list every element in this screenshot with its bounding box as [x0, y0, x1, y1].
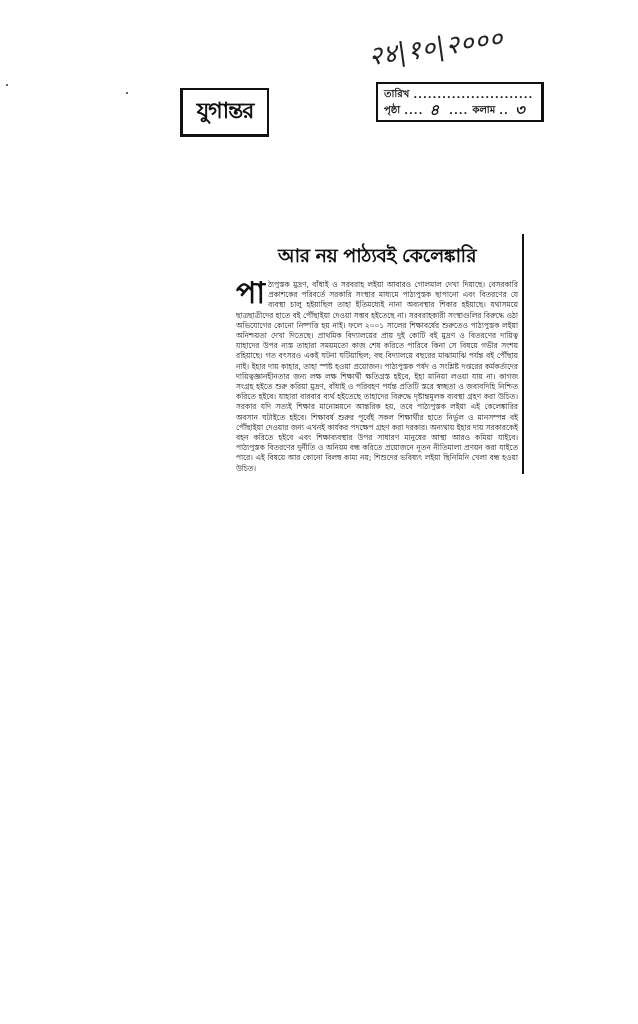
newspaper-masthead — [180, 88, 269, 137]
article-dropcap: পা — [236, 276, 266, 311]
stamp-page-fill: .... — [404, 105, 424, 117]
article-headline: আর নয় পাঠ্যবই কেলেঙ্কারি — [277, 245, 477, 267]
stamp-page-fill-2: .... — [449, 105, 469, 117]
stamp-page-value: ৪ — [429, 100, 440, 119]
handwritten-date: २४|१०|२००० — [366, 23, 506, 73]
article-body — [236, 276, 518, 474]
scan-speck — [6, 84, 8, 86]
editorial-article — [236, 234, 524, 474]
stamp-date-label: তারিখ — [384, 88, 410, 100]
stamp-date-fill: ......................... — [413, 89, 534, 101]
clipping-stamp — [376, 82, 544, 122]
article-body-text: ঠ্যপুস্তক মুদ্রণ, বাঁধাই ও সরবরাহ লইয়া আবারও গোলমাল দেখা দিয়াছে। বেসরকারি প্রকাশকের পরিবর্তে সরকারি সংস্থার মাধ্যমে পাঠ্যপুস্তক ছাপানো এবং বিতরণের যে ব্যবস্থা চালু হইয়াছিল তাহা ইতিমধ্যেই নানা অব্যবস্থার শিকার হইয়াছে। যথাসময়ে ছাত্রছাত্রীদের হাতে বই পৌঁছাইয়া দেওয়া সম্ভব হইতেছে না। সরবরাহকারী সংস্থাগুলির বিরুদ্ধে ওঠা অভিযোগের কোনো নিষ্পত্তি হয় নাই। ফলে ২০০১ সালের শিক্ষাবর্ষের শুরুতেও পাঠ্যপুস্তক লইয়া অনিশ্চয়তা দেখা দিতেছে। প্রাথমিক বিদ্যালয়ের প্রায় দুই কোটি বই মুদ্রণ ও বিতরণের দায়িত্ব যাহাদের উপর ন্যস্ত তাহারা সময়মতো কাজ শেষ করিতে পারিবে কিনা সে বিষয়ে গভীর সংশয় রহিয়াছে। গত বৎসরও একই ঘটনা ঘটিয়াছিল; বহু বিদ্যালয়ে বছরের মাঝামাঝি পর্যন্ত বই পৌঁছায় নাই। ইহার দায় কাহার, তাহা স্পষ্ট হওয়া প্রয়োজন। পাঠ্যপুস্তক পর্ষদ ও সংশ্লিষ্ট দপ্তরের কর্মকর্তাদের দায়িত্বজ্ঞানহীনতার জন্য লক্ষ লক্ষ শিক্ষার্থী ক্ষতিগ্রস্ত হইবে, ইহা মানিয়া লওয়া যায় না। কাগজ সংগ্রহ হইতে শুরু করিয়া মুদ্রণ, বাঁধাই ও পরিবহণ পর্যন্ত প্রতিটি স্তরে স্বচ্ছতা ও জবাবদিহি নিশ্চিত করিতে হইবে। যাহারা বারবার ব্যর্থ হইতেছে তাহাদের বিরুদ্ধে দৃষ্টান্তমূলক ব্যবস্থা গ্রহণ করা উচিত। সরকার যদি সত্যই শিক্ষার মানোন্নয়নে আন্তরিক হয়, তবে পাঠ্যপুস্তক লইয়া এই কেলেঙ্কারির অবসান ঘটাইতে হইবে। শিক্ষাবর্ষ শুরুর পূর্বেই সকল শিক্ষার্থীর হাতে নির্ভুল ও মানসম্পন্ন বই পৌঁছাইয়া দেওয়ার জন্য এখনই কার্যকর পদক্ষেপ গ্রহণ করা দরকার। অন্যথায় ইহার দায় সরকারকেই বহন করিতে হইবে এবং শিক্ষাব্যবস্থার উপর সাধারণ মানুষের আস্থা আরও কমিয়া যাইবে। পাঠ্যপুস্তক বিতরণের দুর্নীতি ও অনিয়ম বন্ধ করিতে প্রয়োজনে নূতন নীতিমালা প্রণয়ন করা যাইতে পারে। এই বিষয়ে আর কোনো বিলম্ব কাম্য নয়; শিশুদের ভবিষ্যৎ লইয়া ছিনিমিনি খেলা বন্ধ হওয়া উচিত। — [236, 280, 518, 473]
stamp-page-label: পৃষ্ঠা — [384, 104, 401, 116]
stamp-column-fill: .. — [499, 105, 509, 117]
scan-speck — [126, 92, 128, 94]
stamp-page-row — [384, 100, 535, 119]
stamp-column-value: ৩ — [514, 100, 525, 119]
stamp-date-row — [384, 87, 535, 103]
masthead-title: যুগান্তর — [196, 98, 254, 124]
stamp-column-label: কলাম — [472, 104, 496, 116]
